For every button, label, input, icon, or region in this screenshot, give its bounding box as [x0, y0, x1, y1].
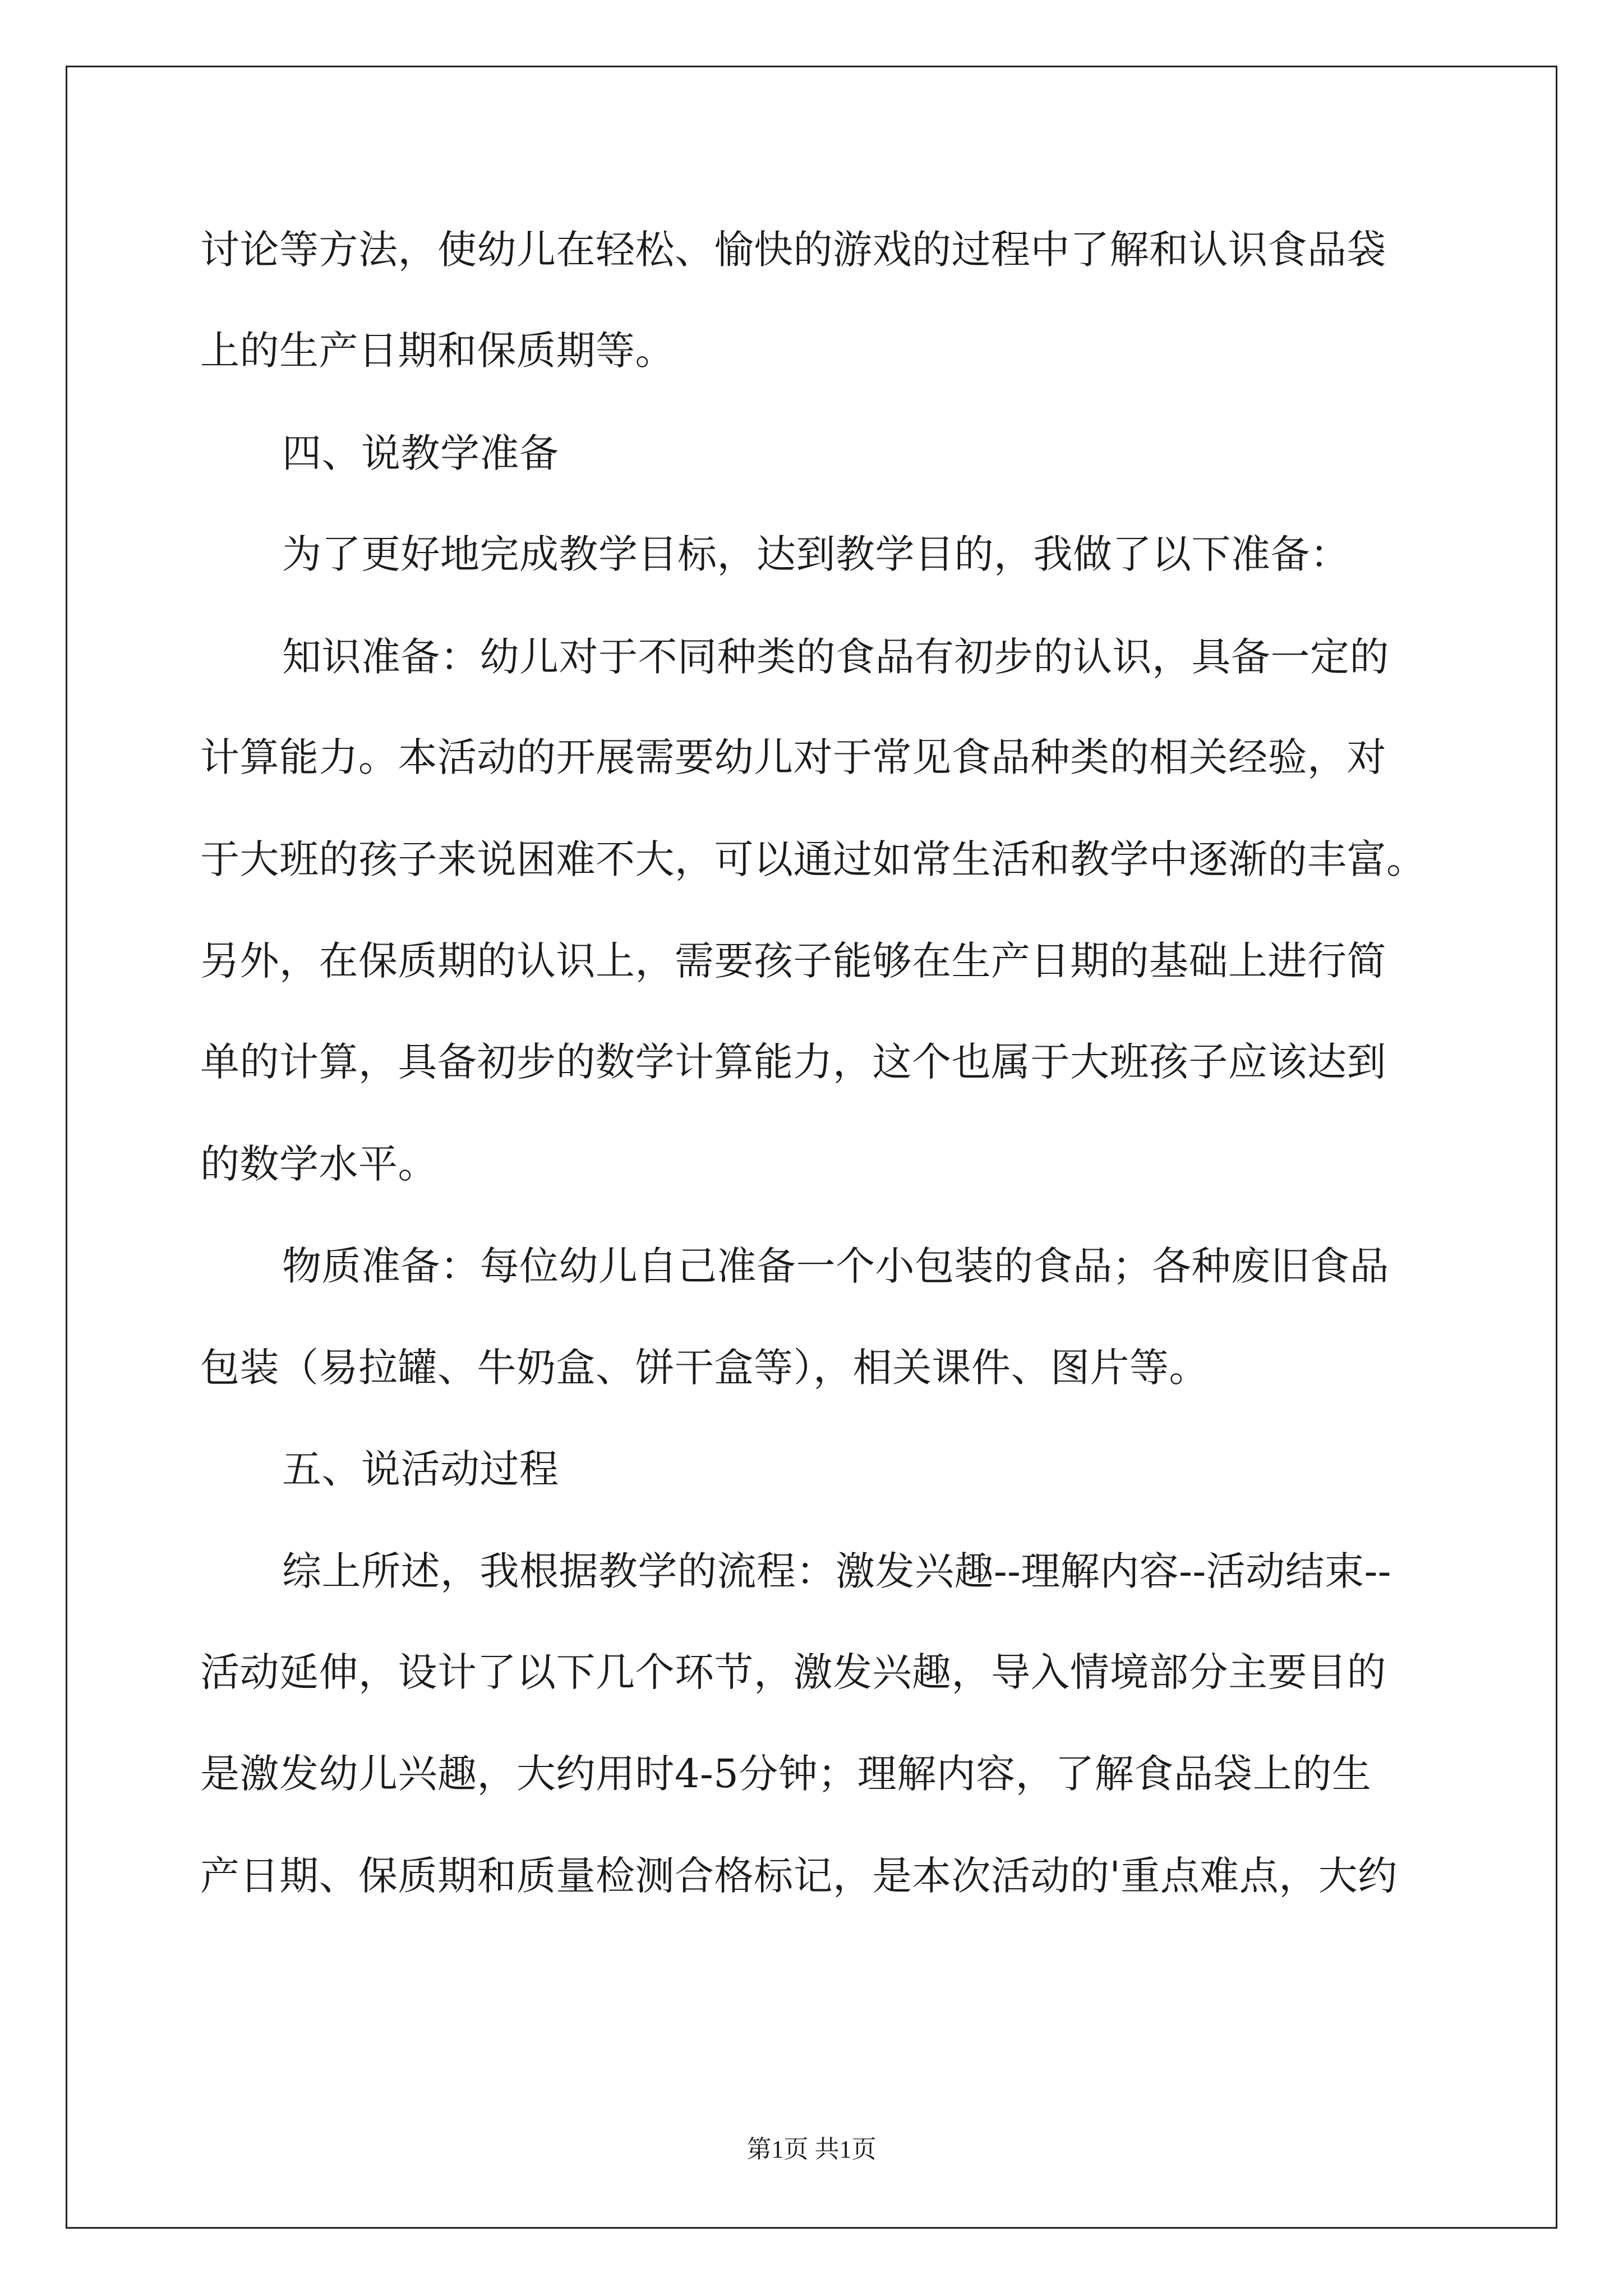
text-line: 物质准备：每位幼儿自己准备一个小包装的食品；各种废旧食品 — [282, 1243, 1389, 1289]
text-line: 活动延伸，设计了以下几个环节，激发兴趣，导入情境部分主要目的 — [200, 1649, 1386, 1695]
text-line: 上的生产日期和保质期等。 — [200, 328, 675, 374]
text-line: 计算能力。本活动的开展需要幼儿对于常见食品种类的相关经验，对 — [200, 734, 1386, 780]
text-line: 是激发幼儿兴趣，大约用时4-5分钟；理解内容，了解食品袋上的生 — [200, 1751, 1372, 1797]
text-line: 产日期、保质期和质量检测合格标记，是本次活动的'重点难点，大约 — [200, 1853, 1398, 1899]
text-line: 于大班的孩子来说困难不大，可以通过如常生活和教学中逐渐的丰富。 — [200, 836, 1426, 882]
text-line: 单的计算，具备初步的数学计算能力，这个也属于大班孩子应该达到 — [200, 1039, 1386, 1085]
section-heading: 四、说教学准备 — [282, 430, 559, 476]
text-line: 另外，在保质期的认识上，需要孩子能够在生产日期的基础上进行简 — [200, 938, 1386, 984]
section-heading: 五、说活动过程 — [282, 1446, 559, 1492]
text-line: 综上所述，我根据教学的流程：激发兴趣--理解内容--活动结束-- — [282, 1548, 1391, 1594]
page-footer: 第1页 共1页 — [746, 2136, 877, 2163]
text-line: 知识准备：幼儿对于不同种类的食品有初步的认识，具备一定的 — [282, 634, 1389, 680]
text-line: 讨论等方法，使幼儿在轻松、愉快的游戏的过程中了解和认识食品袋 — [200, 227, 1386, 273]
text-line: 包装（易拉罐、牛奶盒、饼干盒等），相关课件、图片等。 — [200, 1345, 1209, 1391]
text-line: 为了更好地完成教学目标，达到教学目的，我做了以下准备： — [282, 531, 1350, 577]
text-line: 的数学水平。 — [200, 1141, 437, 1187]
